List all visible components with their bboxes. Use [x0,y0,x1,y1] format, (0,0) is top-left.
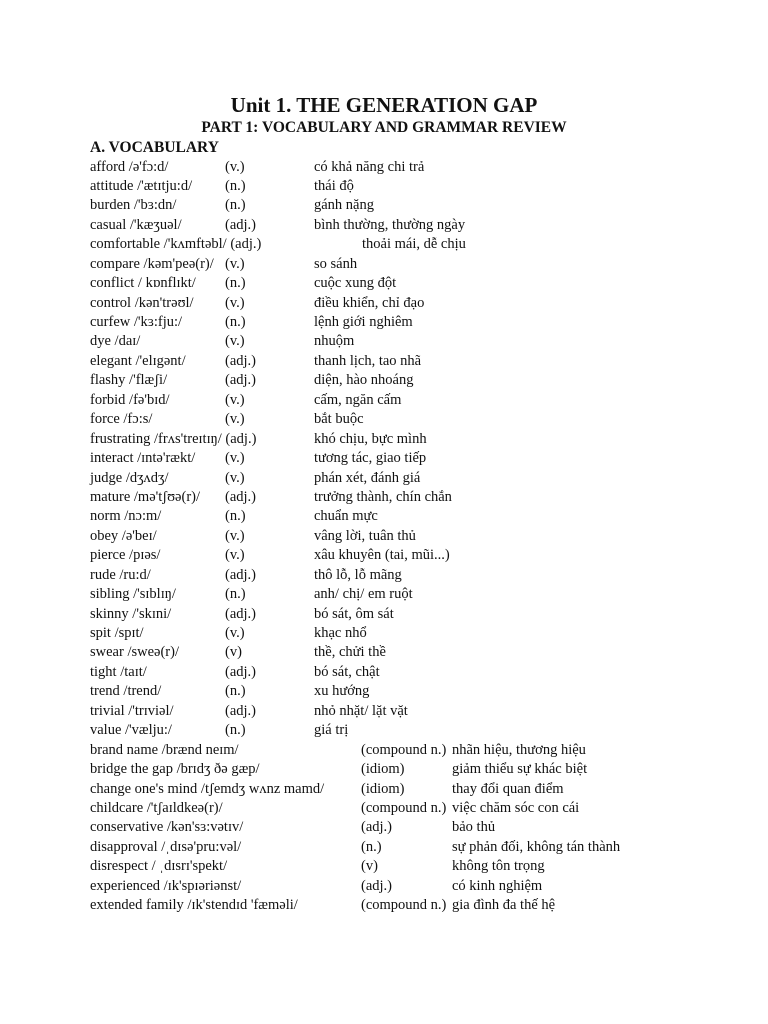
vocab-pos: (adj.) [361,819,392,836]
vocab-pos: (v.) [225,547,245,564]
vocab-meaning: trưởng thành, chín chắn [314,488,452,505]
vocab-word: spit /spɪt/ [90,625,144,641]
vocab-row [90,410,760,429]
vocab-row [90,430,760,449]
vocab-word: afford /ə'fɔ:d/ [90,158,169,175]
vocab-pos: (compound n.) [361,799,447,816]
part-heading: PART 1: VOCABULARY AND GRAMMAR REVIEW [201,119,567,136]
vocab-word: flashy /'flæʃi/ [90,372,168,389]
vocab-pos: (v.) [225,450,245,467]
vocab-row [90,469,760,488]
vocab-pos: (adj.) [225,352,256,369]
vocab-meaning: bình thường, thường ngày [314,216,466,233]
vocab-meaning: cuộc xung đột [314,275,397,292]
page-title: Unit 1. THE GENERATION GAP [230,93,538,117]
vocab-word: disrespect / ˌdɪsrɪ'spekt/ [90,858,228,875]
vocab-pos: (v.) [225,158,245,175]
vocab-pos: (n.) [225,314,246,330]
vocab-meaning: chuẩn mực [314,508,378,525]
vocab-meaning: có khả năng chi trả [314,158,425,175]
vocab-pos: (n.) [225,508,246,525]
vocab-word: pierce /pɪəs/ [90,547,161,564]
vocab-meaning: vâng lời, tuân thủ [314,527,416,544]
vocab-meaning: thay đổi quan điểm [452,780,564,797]
vocab-pos: (n.) [225,722,246,739]
vocab-pos: (v) [361,858,378,875]
vocab-word: experienced /ɪk'spɪəriənst/ [90,877,242,894]
vocab-meaning: nhỏ nhặt/ lặt vặt [314,702,408,719]
vocab-word: disapproval /ˌdɪsə'pru:vəl/ [90,838,242,855]
vocab-pos: (n.) [225,197,246,214]
vocab-meaning: bó sát, chật [314,663,380,680]
vocab-word: conservative /kən'sɜ:vətɪv/ [90,819,244,836]
vocab-meaning: thô lỗ, lỗ mãng [314,566,402,583]
vocab-row [90,196,760,215]
vocab-pos: (compound n.) [361,741,447,758]
vocab-word: curfew /'kɜ:fju:/ [90,314,183,330]
vocab-word: rude /ru:d/ [90,566,151,583]
vocab-word: forbid /fə'bɪd/ [90,391,170,408]
vocab-pos: (adj.) [225,488,256,505]
vocab-meaning: gánh nặng [314,197,374,214]
vocab-word: burden /'bɜ:dn/ [90,197,177,214]
vocab-row [90,818,760,837]
vocab-pos: (idiom) [361,761,405,778]
vocab-row [90,760,760,779]
vocab-pos: (n.) [225,683,246,700]
vocab-row [90,216,760,235]
vocab-word: trivial /'trɪviəl/ [90,702,174,719]
vocab-meaning: thề, chửi thề [314,644,386,661]
vocab-row [90,371,760,390]
vocab-word: conflict / kɒnflɪkt/ [90,275,196,292]
vocab-pos: (adj.) [225,216,256,233]
vocab-row [90,799,760,818]
vocab-row [90,488,760,507]
vocab-row [90,643,760,662]
vocab-row [90,391,760,410]
vocab-word: skinny /'skɪni/ [90,605,172,622]
vocab-meaning: thanh lịch, tao nhã [314,352,422,369]
vocab-word: value /'vælju:/ [90,722,172,739]
vocab-row [90,274,760,293]
vocab-row [90,780,760,799]
vocab-meaning: giá trị [314,722,349,739]
vocab-row [90,332,760,351]
vocab-meaning: tương tác, giao tiếp [314,450,427,467]
vocab-word: dye /daɪ/ [90,333,141,350]
vocab-row [90,702,760,721]
vocab-meaning: giảm thiểu sự khác biệt [452,761,588,778]
vocab-pos: (compound n.) [361,897,447,914]
vocab-row [90,896,760,915]
vocab-meaning: sự phản đối, không tán thành [452,838,621,855]
vocab-pos: (v) [225,644,242,661]
section-heading: A. VOCABULARY [90,139,219,156]
vocab-pos: (adj.) [361,877,392,894]
vocab-row [90,585,760,604]
vocab-row [90,546,760,565]
vocab-meaning: xu hướng [314,683,370,700]
vocab-word: childcare /'tʃaɪldkeə(r)/ [90,799,223,816]
vocab-meaning: xâu khuyên (tai, mũi...) [314,547,450,564]
vocab-word: casual /'kæʒuəl/ [90,216,182,233]
vocab-meaning: cấm, ngăn cấm [314,391,402,408]
vocab-meaning: thoải mái, dễ chịu [362,236,466,253]
vocab-pos: (v.) [225,391,245,408]
vocab-pos: (v.) [225,469,245,486]
vocab-row [90,605,760,624]
vocab-meaning: khó chịu, bực mình [314,430,427,447]
vocab-meaning: việc chăm sóc con cái [452,799,580,816]
vocab-row [90,624,760,643]
vocab-row [90,527,760,546]
vocab-row [90,313,760,332]
vocab-meaning: bắt buộc [314,411,364,428]
vocab-meaning: nhuộm [314,333,355,350]
vocab-pos: (n.) [225,177,246,194]
vocab-word: elegant /'elɪgənt/ [90,352,186,369]
vocab-pos: (n.) [225,275,246,292]
vocab-word: obey /ə'beɪ/ [90,527,157,544]
vocab-row [90,838,760,857]
vocab-pos: (adj.) [225,702,256,719]
vocab-word: interact /ɪntə'rækt/ [90,450,196,467]
vocab-meaning: phán xét, đánh giá [314,469,421,486]
vocab-meaning: điều khiển, chỉ đạo [314,294,425,311]
vocab-pos: (adj.) [225,566,256,583]
vocab-word: brand name /brænd neɪm/ [90,741,239,758]
vocab-pos: (adj.) [225,663,256,680]
vocab-row [90,741,760,760]
vocab-pos: (idiom) [361,780,405,797]
vocab-row [90,177,760,196]
vocab-pos: (v.) [225,333,245,350]
vocab-meaning: không tôn trọng [452,858,545,875]
vocab-pos: (v.) [225,625,245,641]
vocab-meaning: diện, hào nhoáng [314,372,414,389]
vocab-meaning: nhãn hiệu, thương hiệu [452,741,586,758]
vocab-word: frustrating /frʌs'treɪtɪŋ/ (adj.) [90,430,257,447]
vocab-word: swear /sweə(r)/ [90,644,179,661]
vocab-row [90,877,760,896]
vocab-word: extended family /ɪk'stendɪd 'fæməli/ [90,897,298,914]
vocab-word: norm /nɔ:m/ [90,508,162,525]
vocab-word: judge /dʒʌdʒ/ [90,469,169,486]
vocab-pos: (adj.) [225,372,256,389]
vocab-row [90,682,760,701]
vocab-row [90,255,760,274]
vocab-row [90,566,760,585]
vocab-word: sibling /'sɪblɪŋ/ [90,586,176,603]
vocab-word: trend /trend/ [90,683,162,700]
vocab-word: bridge the gap /brɪdʒ ðə gæp/ [90,761,260,778]
vocab-meaning: lệnh giới nghiêm [314,314,413,330]
vocab-row [90,507,760,526]
vocab-word: force /fɔ:s/ [90,411,153,428]
vocab-pos: (v.) [225,294,245,311]
vocab-pos: (adj.) [225,605,256,622]
vocab-row [90,235,760,254]
vocabulary-list [90,158,760,916]
vocab-meaning: so sánh [314,255,358,272]
vocab-word: control /kən'trəʊl/ [90,294,194,311]
vocab-meaning: thái độ [314,177,354,194]
vocab-row [90,721,760,740]
vocab-meaning: bó sát, ôm sát [314,605,394,622]
vocab-word: mature /mə'tʃʊə(r)/ [90,488,201,505]
vocab-pos: (n.) [225,586,246,603]
vocab-meaning: có kinh nghiệm [452,877,543,894]
vocab-row [90,857,760,876]
vocab-meaning: gia đình đa thế hệ [452,897,556,914]
vocab-pos: (v.) [225,255,245,272]
vocab-word: attitude /'ætɪtju:d/ [90,177,193,194]
vocab-meaning: anh/ chị/ em ruột [314,586,413,603]
vocab-word: tight /taɪt/ [90,663,147,680]
vocab-pos: (n.) [361,838,382,855]
vocab-word: change one's mind /tʃemdʒ wʌnz mamd/ [90,780,325,797]
vocab-word: compare /kəm'peə(r)/ [90,255,214,272]
vocab-pos: (v.) [225,411,245,428]
vocab-row [90,352,760,371]
vocab-row [90,294,760,313]
vocab-row [90,449,760,468]
vocab-row [90,158,760,177]
vocab-row [90,663,760,682]
vocab-pos: (v.) [225,527,245,544]
vocab-meaning: bảo thủ [452,819,496,836]
vocab-meaning: khạc nhổ [314,625,367,641]
vocab-word: comfortable /'kʌmftəbl/ (adj.) [90,236,262,253]
